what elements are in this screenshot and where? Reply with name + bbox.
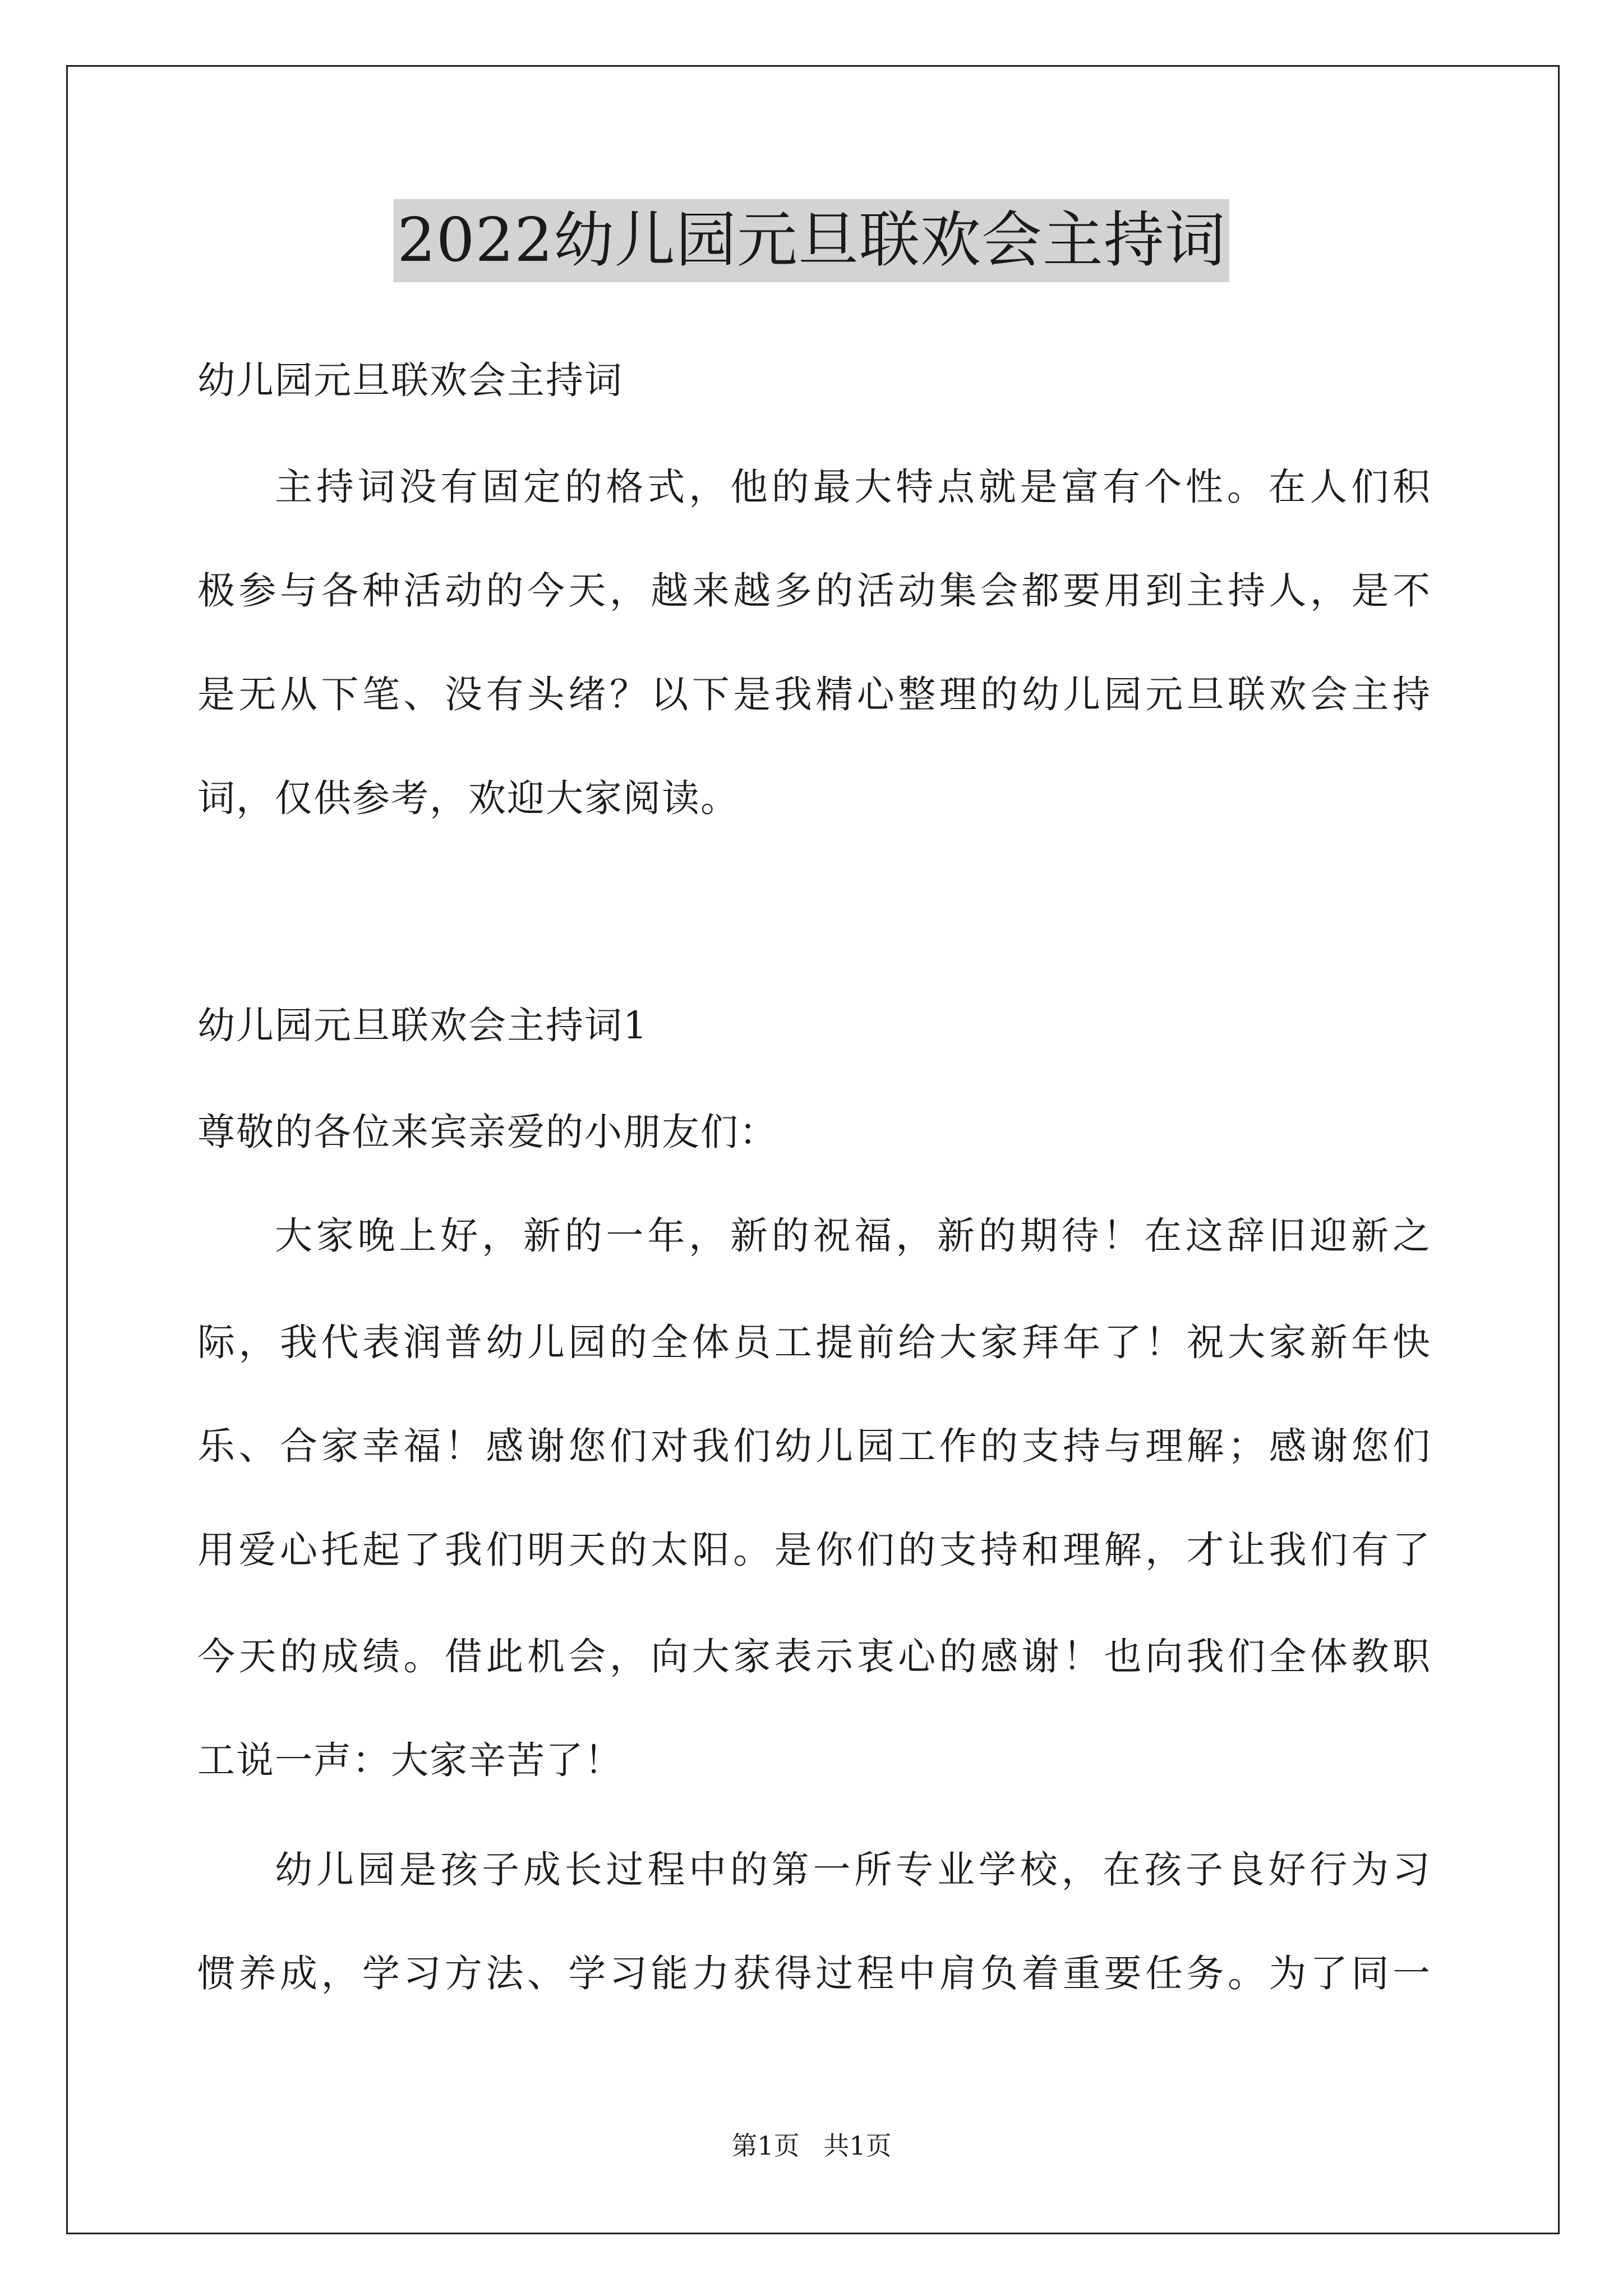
document-title: 2022幼儿园元旦联欢会主持词 (394, 199, 1229, 282)
salutation-line: 尊敬的各位来宾亲爱的小朋友们： (197, 1110, 778, 1154)
paragraph-line: 大家晚上好，新的一年，新的祝福，新的期待！在这辞旧迎新之 (275, 1214, 1431, 1258)
section-heading: 幼儿园元旦联欢会主持词1 (197, 1004, 648, 1047)
paragraph-line: 今天的成绩。借此机会，向大家表示衷心的感谢！也向我们全体教职 (197, 1635, 1431, 1678)
paragraph-line: 惯养成，学习方法、学习能力获得过程中肩负着重要任务。为了同一 (197, 1952, 1431, 1995)
paragraph-line: 工说一声：大家辛苦了！ (197, 1738, 623, 1782)
paragraph-line: 是无从下笔、没有头绪？以下是我精心整理的幼儿园元旦联欢会主持 (197, 673, 1431, 716)
paragraph-line: 乐、合家幸福！感谢您们对我们幼儿园工作的支持与理解；感谢您们 (197, 1424, 1431, 1468)
paragraph-line: 极参与各种活动的今天，越来越多的活动集会都要用到主持人，是不 (197, 569, 1431, 613)
page-number: 第1页 (731, 2131, 800, 2161)
paragraph-line: 用爱心托起了我们明天的太阳。是你们的支持和理解，才让我们有了 (197, 1528, 1431, 1572)
title-container (0, 199, 1623, 282)
paragraph-line: 幼儿园是孩子成长过程中的第一所专业学校，在孩子良好行为习 (275, 1848, 1431, 1892)
paragraph-line: 词，仅供参考，欢迎大家阅读。 (197, 776, 739, 820)
subtitle-line: 幼儿园元旦联欢会主持词 (197, 358, 623, 402)
page-footer (0, 2129, 1623, 2162)
paragraph-line: 际，我代表润普幼儿园的全体员工提前给大家拜年了！祝大家新年快 (197, 1320, 1431, 1364)
page-total: 共1页 (823, 2131, 892, 2161)
paragraph-line: 主持词没有固定的格式，他的最大特点就是富有个性。在人们积 (275, 465, 1431, 509)
